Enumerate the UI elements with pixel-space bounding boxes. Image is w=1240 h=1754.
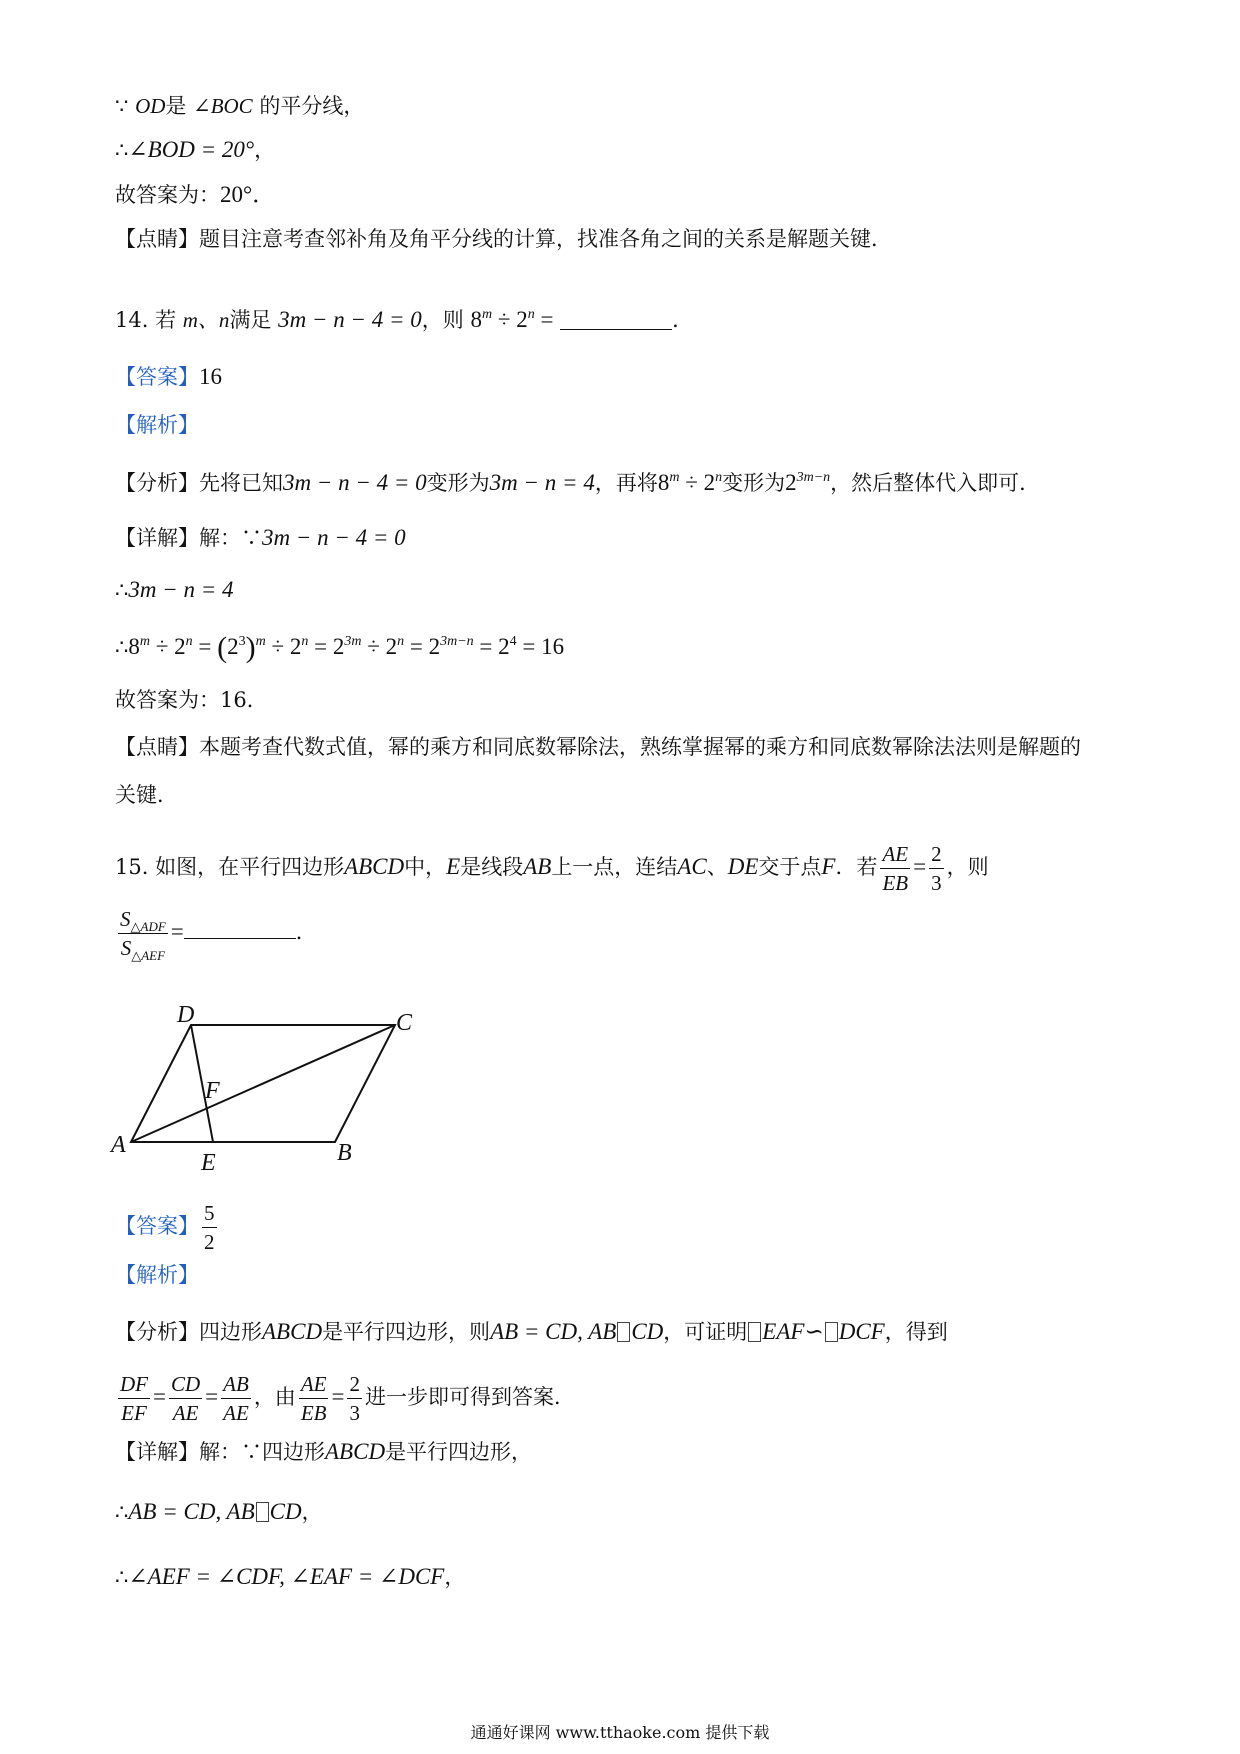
q14-analysis-line xyxy=(115,410,199,440)
q15-t7: ，则 xyxy=(946,855,989,879)
q15-t1: 中， xyxy=(404,855,447,879)
label-c: C xyxy=(396,1010,413,1036)
fenxi-text-5: ，由 xyxy=(253,1385,296,1409)
q14-equation: 3m − n − 4 = 0 xyxy=(278,307,422,332)
q14-dianjing-cont xyxy=(115,780,178,810)
math-dcf: DCF xyxy=(838,1319,885,1344)
answer-value: 20°． xyxy=(220,182,276,207)
text-line-bod xyxy=(115,135,275,165)
q14-fenxi-line xyxy=(115,468,1040,498)
fenxi-tag: 【分析】 xyxy=(115,1320,199,1344)
fenxi-eq: AB = CD, AB xyxy=(490,1319,617,1344)
equals: = xyxy=(170,919,184,944)
fenxi-text-1: 四边形 xyxy=(199,1320,262,1344)
fenxi-pow: $2^{3m-n}$ xyxy=(785,470,831,495)
parallel-symbol-box xyxy=(256,1502,269,1522)
fenxi-eq2: 3m − n = 4 xyxy=(489,470,595,495)
fraction-2-3: $\frac{2}{3}$ xyxy=(349,1372,360,1425)
q15-fenxi-fractions: $\frac{DF}{EF}$ = $\frac{CD}{AE}$ = $\frac{AB}{AE}$ ，由 $\frac{AE}{EB}$ = $\frac{2}{3}$ 进一步即可得到答案． xyxy=(120,1372,575,1425)
therefore-symbol: ∴ xyxy=(115,635,129,659)
q14-answer: 16 xyxy=(199,364,222,389)
label-a: A xyxy=(111,1132,126,1158)
fenxi-expr: $8^m \div 2^n$ xyxy=(657,470,723,495)
q15-number: 15. 如图，在平行四边形 xyxy=(115,855,345,879)
fraction-ae-eb: $\frac{AE}{EB}$ xyxy=(300,1372,327,1425)
text-is: 是 xyxy=(165,94,187,118)
answer-blank xyxy=(560,309,672,330)
q15-t6: ．若 xyxy=(835,855,878,879)
q15-answer-line xyxy=(115,1196,220,1256)
text-answer-label: 故答案为： xyxy=(115,183,220,207)
dianjing-text: 题目注意考查邻补角及角平分线的计算，找准各角之间的关系是解题关键． xyxy=(199,227,892,251)
math-eaf: EAF xyxy=(762,1319,805,1344)
q14-then: ，则 xyxy=(421,308,464,332)
answer-blank xyxy=(184,918,296,939)
text-line-answer-20 xyxy=(115,180,275,210)
answer-fraction: $\frac{5}{2}$ xyxy=(204,1201,215,1254)
q15-step1 xyxy=(115,1497,323,1527)
fenxi-text-4: 变形为 xyxy=(722,471,786,495)
question-15 xyxy=(115,840,989,897)
q15-analysis-line xyxy=(115,1260,199,1290)
text-line-od-bisector xyxy=(115,91,364,121)
fraction-2-3: $\frac{2}{3}$ xyxy=(931,842,942,895)
q14-expression: $8^m \div 2^n$ = xyxy=(470,307,554,332)
label-b: B xyxy=(337,1140,352,1166)
analysis-tag: 【解析】 xyxy=(115,1263,199,1287)
math-angle-bod: ∠BOD = 20° xyxy=(128,137,255,162)
math-cd: CD xyxy=(269,1499,302,1524)
dianjing-tag: 【点睛】 xyxy=(115,735,199,759)
math-de: DE xyxy=(727,854,759,879)
fraction-area-ratio: $\frac{S_{\triangle ADF}}{S_{\triangle AEF}}$ xyxy=(120,907,166,963)
q14-xiangjie-line xyxy=(115,523,406,553)
fenxi-text-5: ，然后整体代入即可． xyxy=(830,471,1041,495)
answer-tag: 【答案】 xyxy=(115,1214,199,1238)
text-line-dianjing-13 xyxy=(115,224,892,254)
math-f: F xyxy=(821,854,836,879)
xiangjie-tag: 【详解】 xyxy=(115,1440,199,1464)
fenxi-tag: 【分析】 xyxy=(115,471,199,495)
q15-t5: 交于点 xyxy=(758,855,822,879)
q15-ratio-line xyxy=(115,905,317,962)
q15-t3: 上一点，连结 xyxy=(551,855,678,879)
q14-end: ． xyxy=(672,308,694,332)
math-ab: AB xyxy=(523,854,552,879)
therefore-symbol: ∴ xyxy=(115,1500,129,1524)
fraction-cd-ae: $\frac{CD}{AE}$ xyxy=(170,1372,201,1425)
because-symbol: ∵ xyxy=(115,94,129,118)
label-d: D xyxy=(177,1002,195,1028)
comma: ， xyxy=(444,1565,466,1589)
diagonal-ac xyxy=(131,1025,395,1142)
parallelogram-figure xyxy=(105,1000,425,1175)
q14-satisfy: 满足 xyxy=(229,308,272,332)
fenxi-text-3: ，可证明 xyxy=(663,1320,748,1344)
xiangjie-text-2: 是平行四边形， xyxy=(385,1440,533,1464)
analysis-tag: 【解析】 xyxy=(115,413,199,437)
label-e: E xyxy=(201,1150,216,1175)
q15-step2 xyxy=(115,1562,465,1592)
fenxi-eq1: 3m − n − 4 = 0 xyxy=(283,470,427,495)
fenxi-text-2: 变形为 xyxy=(426,471,490,495)
fenxi-text-4: ，得到 xyxy=(884,1320,948,1344)
triangle-symbol-box xyxy=(825,1322,838,1342)
q14-dianjing xyxy=(115,732,1081,762)
math-od: OD xyxy=(135,94,166,118)
math-abcd: ABCD xyxy=(344,854,405,879)
q15-xiangjie-line xyxy=(115,1437,532,1467)
math-angle-boc: ∠BOC xyxy=(193,94,253,118)
answer-tag: 【答案】 xyxy=(115,365,199,389)
fraction-df-ef: $\frac{DF}{EF}$ xyxy=(120,1372,148,1425)
math-abcd: ABCD xyxy=(325,1439,386,1464)
fraction-ae-eb: $\frac{AE}{EB}$ xyxy=(882,842,909,895)
step1-eq: AB = CD, AB xyxy=(128,1499,255,1524)
step2-eq: ∠AEF = ∠CDF, ∠EAF = ∠DCF xyxy=(128,1564,445,1589)
fenxi-text-6: 进一步即可得到答案． xyxy=(364,1385,575,1409)
comma: ， xyxy=(301,1500,323,1524)
equals: = xyxy=(913,854,927,879)
q14-step3 xyxy=(115,632,564,663)
dianjing-text: 本题考查代数式值，幂的乘方和同底数幂除法，熟练掌握幂的乘方和同底数幂除法法则是解题的 xyxy=(199,735,1081,759)
math-cd: CD xyxy=(631,1319,664,1344)
step2-eq: 3m − n = 4 xyxy=(128,577,234,602)
q14-mn: m、n xyxy=(182,308,230,332)
triangle-symbol-box xyxy=(748,1322,761,1342)
therefore-symbol: ∴ xyxy=(115,578,129,602)
fenxi-text-2: 是平行四边形，则 xyxy=(322,1320,491,1344)
xiangjie-eq: 3m − n − 4 = 0 xyxy=(262,525,406,550)
therefore-symbol: ∴ xyxy=(115,138,129,162)
q14-answer-line xyxy=(115,362,222,392)
dianjing-tag: 【点睛】 xyxy=(115,227,199,251)
fenxi-text-3: ，再将 xyxy=(594,471,658,495)
fraction-ab-ae: $\frac{AB}{AE}$ xyxy=(223,1372,249,1425)
xiangjie-text-1: 解：∵四边形 xyxy=(199,1440,325,1464)
final-answer-text: 故答案为：16． xyxy=(115,688,268,712)
comma: ， xyxy=(254,138,276,162)
dianjing-text-2: 关键． xyxy=(115,783,178,807)
xiangjie-text: 解：∵ xyxy=(199,526,262,550)
math-abcd: ABCD xyxy=(262,1319,323,1344)
q14-number: 14. 若 xyxy=(115,308,177,332)
q15-t4: 、 xyxy=(706,855,728,879)
fenxi-text-1: 先将已知 xyxy=(199,471,283,495)
label-f: F xyxy=(205,1078,220,1104)
question-14 xyxy=(115,305,693,335)
similar-symbol: ∽ xyxy=(804,1319,824,1344)
therefore-symbol: ∴ xyxy=(115,1565,129,1589)
q14-final xyxy=(115,685,268,715)
q15-t2: 是线段 xyxy=(460,855,524,879)
q15-fenxi-line xyxy=(115,1317,948,1347)
math-ac: AC xyxy=(677,854,707,879)
footer-source: 通通好课网 www.tthaoke.com 提供下载 xyxy=(470,1723,770,1742)
step3-expression: $8^m \div 2^n = (2^3)^m \div 2^n = 2^{3m} \div 2^n = 2^{3m-n} = 2^4 = 16$ xyxy=(128,631,565,664)
q15-end: ． xyxy=(295,920,317,944)
q14-step2 xyxy=(115,575,234,605)
parallel-symbol-box xyxy=(617,1322,630,1342)
xiangjie-tag: 【详解】 xyxy=(115,526,199,550)
math-e: E xyxy=(446,854,461,879)
text-bisector: 的平分线， xyxy=(259,94,365,118)
